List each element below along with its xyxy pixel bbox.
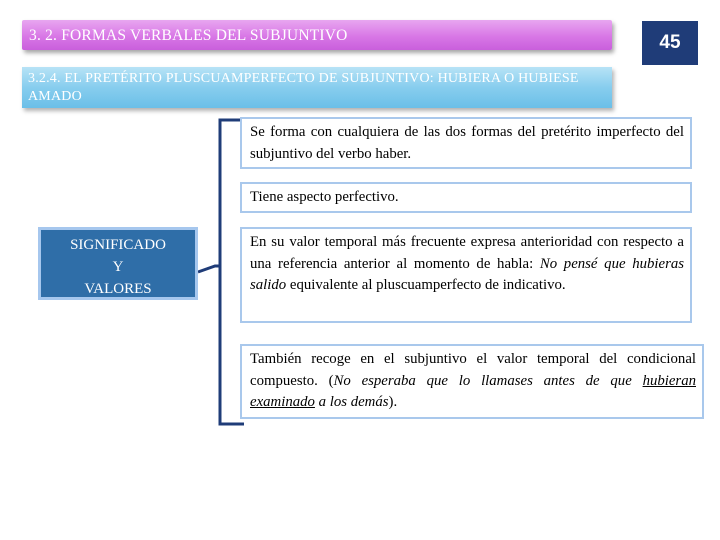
page-number-badge: 45: [642, 21, 698, 65]
conditional-example-part2: a los demás: [314, 394, 389, 410]
formation-text: Se forma con cualquiera de las dos formas del pretérito imperfecto del subjuntivo del verbo haber.: [250, 124, 684, 162]
left-box-line2: Y: [112, 259, 124, 275]
aspect-text: Tiene aspecto perfectivo.: [250, 189, 399, 205]
formation-box: [240, 117, 692, 169]
conditional-text-before: También recoge en el subjuntivo el valor temporal del condicional compuesto. (: [250, 351, 696, 389]
aspect-box: [240, 182, 692, 213]
left-box-line1: SIGNIFICADO: [70, 237, 166, 253]
conditional-example-underlined: hubieran examinado: [250, 372, 696, 410]
slide-title: 3. 2. FORMAS VERBALES DEL SUBJUNTIVO: [29, 27, 348, 44]
temporal-value-box: [240, 227, 692, 323]
section-subtitle: 3.2.4. EL PRETÉRITO PLUSCUAMPERFECTO DE SUBJUNTIVO: HUBIERA O HUBIESE AMADO: [28, 71, 579, 104]
temporal-text-before: En su valor temporal más frecuente expresa anterioridad con respecto a una referencia anterior al momento de habla:: [250, 234, 684, 272]
meaning-values-box: [38, 227, 198, 300]
conditional-paragraph: [250, 349, 696, 414]
temporal-paragraph: [250, 232, 684, 297]
conditional-example-part1: No esperaba que lo llamases antes de que: [333, 372, 643, 389]
temporal-example: No pensé que hubieras salido: [250, 255, 684, 293]
temporal-text-after: equivalente al pluscuamperfecto de indicativo.: [286, 277, 566, 293]
conditional-value-box: [240, 344, 704, 419]
conditional-text-after: ).: [388, 394, 398, 410]
left-box-line3: VALORES: [84, 281, 152, 297]
